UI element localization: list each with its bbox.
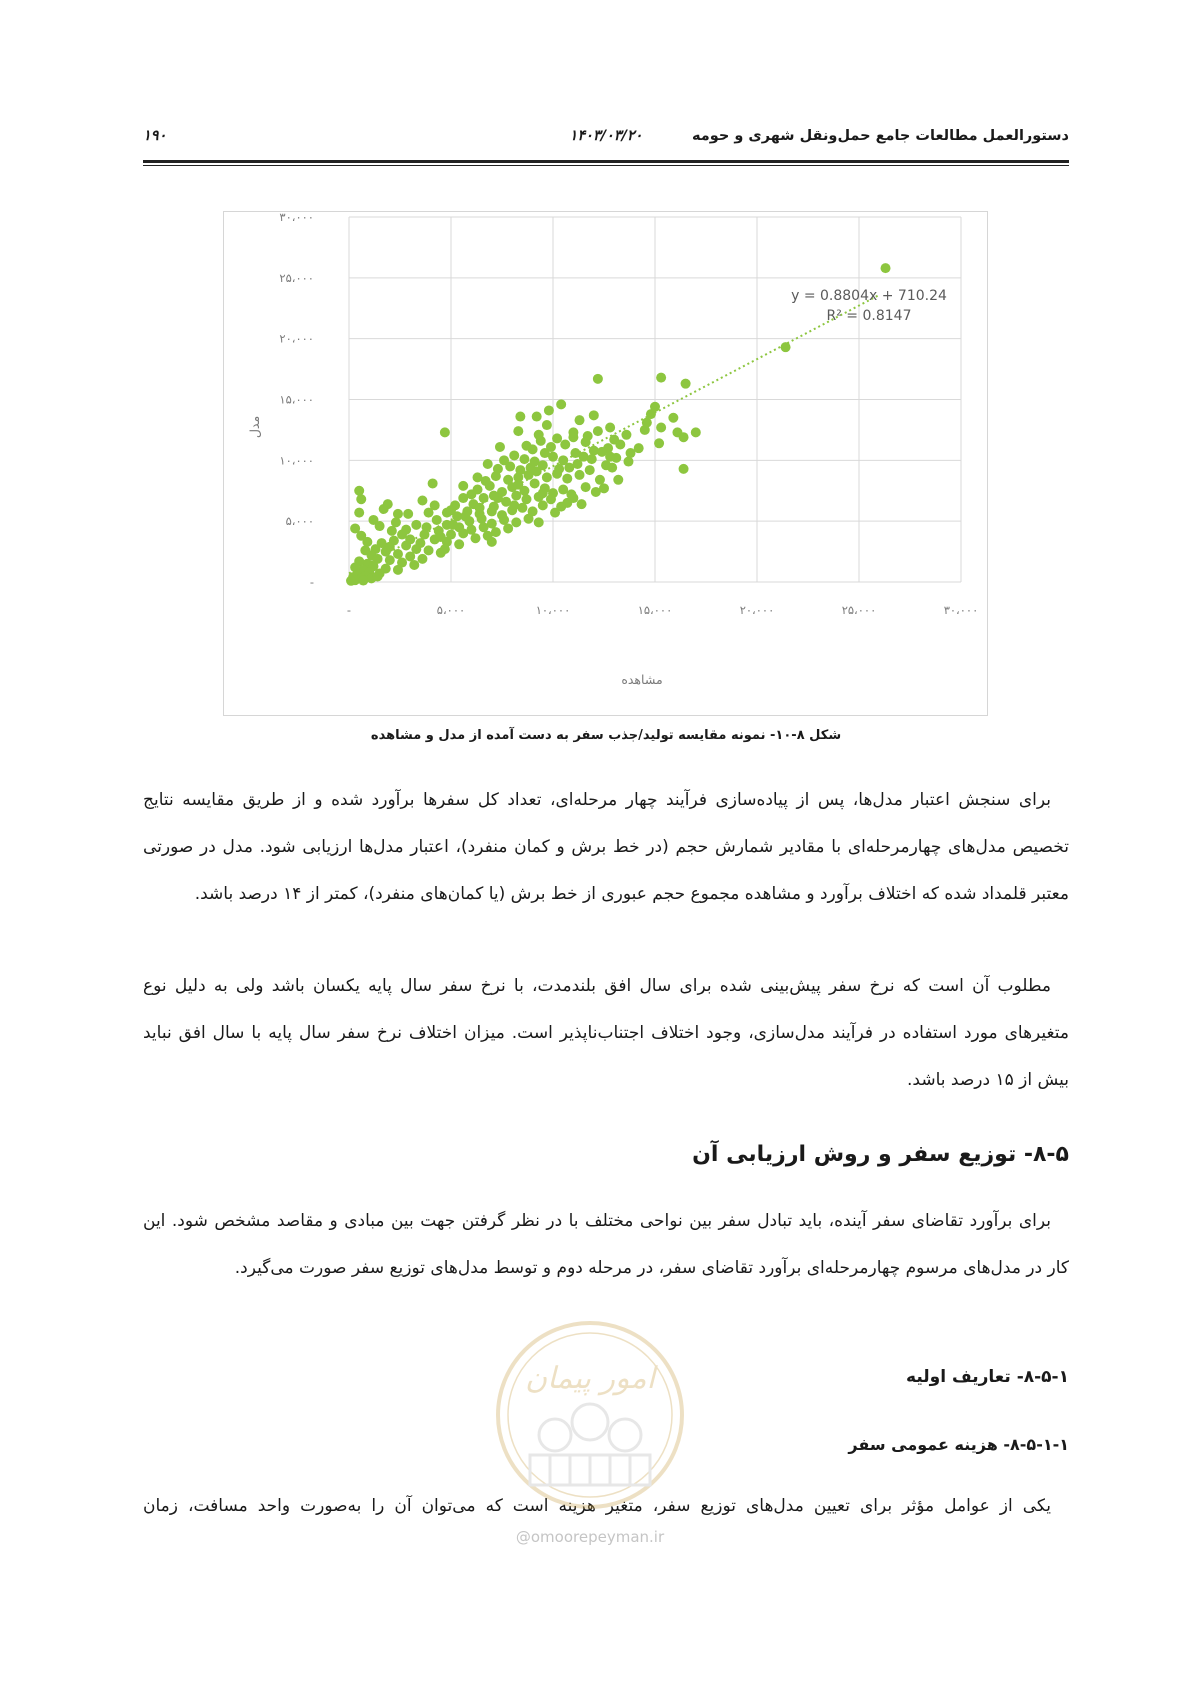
data-point: [881, 263, 891, 273]
data-point: [360, 545, 370, 555]
data-point: [409, 560, 419, 570]
data-point: [521, 494, 531, 504]
x-tick-label: ۲۰،۰۰۰: [739, 603, 775, 617]
data-point: [577, 499, 587, 509]
data-point: [558, 455, 568, 465]
page-header: [143, 128, 1069, 150]
data-point: [532, 412, 542, 422]
figure-caption: شکل ۸-۱۰- نمونه مقایسه تولید/جذب سفر به دست آمده از مدل و مشاهده: [370, 728, 842, 743]
data-point: [479, 522, 489, 532]
data-point: [477, 514, 487, 524]
paragraph-validation: برای سنجش اعتبار مدل‌ها، پس از پیاده‌سازی فرآیند چهار مرحله‌ای، تعداد کل سفرها برآورد شده و از طریق مقایسه نتایج تخصیص مدل‌های چهارمرحله‌ای با مقادیر شمارش حجم (در خط برش و کمان منفرد)، اعتبار مدل‌ها ارزیابی شود. مدل در صورتی معتبر قلمداد شده که اختلاف برآورد و مشاهده مجموع حجم عبوری از خط برش (یا کمان‌های منفرد)، کمتر از ۱۴ درصد باشد.: [143, 790, 1069, 904]
data-point: [534, 430, 544, 440]
data-point: [589, 410, 599, 420]
y-tick-label: -: [309, 575, 314, 589]
data-point: [405, 551, 415, 561]
data-point: [424, 508, 434, 518]
x-tick-label: ۱۵،۰۰۰: [637, 603, 673, 617]
x-axis-title: مشاهده: [621, 672, 663, 687]
y-tick-label: ۳۰،۰۰۰: [279, 212, 314, 224]
data-point: [499, 515, 509, 525]
data-point: [475, 503, 485, 513]
trendline-equation: y = 0.8804x + 710.24: [791, 288, 947, 304]
y-tick-label: ۵،۰۰۰: [285, 514, 314, 529]
data-point: [605, 452, 615, 462]
x-tick-label: ۳۰،۰۰۰: [943, 603, 979, 617]
section-heading: ۸-۵- توزیع سفر و روش ارزیابی آن: [692, 1142, 1069, 1167]
data-point: [534, 517, 544, 527]
chart-svg: [224, 212, 987, 715]
data-point: [375, 521, 385, 531]
data-point: [356, 494, 366, 504]
data-point: [560, 440, 570, 450]
data-point: [385, 555, 395, 565]
data-point: [570, 448, 580, 458]
data-point: [381, 547, 391, 557]
data-point: [581, 482, 591, 492]
data-point: [615, 440, 625, 450]
data-point: [781, 342, 791, 352]
data-point: [679, 464, 689, 474]
data-point: [411, 520, 421, 530]
data-point: [654, 438, 664, 448]
data-point: [530, 457, 540, 467]
data-point: [470, 533, 480, 543]
data-point: [552, 433, 562, 443]
data-point: [401, 525, 411, 535]
data-point: [587, 454, 597, 464]
data-point: [626, 448, 636, 458]
data-point: [691, 427, 701, 437]
data-point: [358, 576, 368, 586]
data-point: [556, 399, 566, 409]
data-point: [417, 554, 427, 564]
data-point: [489, 491, 499, 501]
paragraph-trip-rate: مطلوب آن است که نرخ سفر پیش‌بینی شده برای سال افق بلندمدت، با نرخ سفر سال پایه یکسان باشد ولی به دلیل نوع متغیرهای مورد استفاده در فرآیند مدل‌سازی، وجود اختلاف اجتناب‌ناپذیر است. میزان اختلاف نرخ سفر سال پایه با سال افق نباید بیش از ۱۵ درصد باشد.: [143, 976, 1069, 1090]
data-point: [515, 412, 525, 422]
subsection-heading: ۸-۵-۱- تعاریف اولیه: [906, 1367, 1069, 1387]
data-point: [562, 474, 572, 484]
data-point: [511, 517, 521, 527]
data-point: [542, 472, 552, 482]
data-point: [575, 415, 585, 425]
header-rule: [143, 160, 1069, 163]
data-point: [544, 405, 554, 415]
data-point: [605, 422, 615, 432]
data-point: [432, 515, 442, 525]
data-point: [581, 437, 591, 447]
data-point: [513, 426, 523, 436]
data-point: [642, 418, 652, 428]
data-point: [554, 464, 564, 474]
data-point: [354, 486, 364, 496]
data-point: [448, 520, 458, 530]
data-point: [428, 478, 438, 488]
data-point: [401, 541, 411, 551]
data-point: [346, 576, 356, 586]
data-point: [458, 528, 468, 538]
data-point: [566, 489, 576, 499]
data-point: [458, 481, 468, 491]
header-rule-thin: [143, 165, 1069, 166]
data-point: [491, 471, 501, 481]
watermark-url: @omoorepeyman.ir: [515, 1528, 665, 1546]
scatter-chart: [223, 211, 988, 716]
data-point: [556, 502, 566, 512]
data-point: [373, 572, 383, 582]
x-tick-label: -: [346, 603, 352, 617]
data-point: [668, 413, 678, 423]
data-point: [446, 505, 456, 515]
data-point: [487, 537, 497, 547]
data-point: [546, 494, 556, 504]
watermark-seal-logo: [490, 1310, 690, 1520]
seal-text: امور پیمان: [525, 1361, 655, 1396]
data-point: [509, 450, 519, 460]
trendline-r2: R² = 0.8147: [826, 308, 912, 324]
data-point: [503, 523, 513, 533]
data-point: [524, 514, 534, 524]
document-title: دستورالعمل مطالعات جامع حمل‌ونقل شهری و حومه: [692, 128, 1069, 144]
data-point: [483, 459, 493, 469]
document-date: ۱۴۰۳/۰۳/۲۰: [569, 128, 643, 144]
data-point: [681, 379, 691, 389]
y-tick-label: ۱۰،۰۰۰: [279, 453, 314, 468]
data-point: [593, 374, 603, 384]
data-point: [417, 495, 427, 505]
data-point: [679, 432, 689, 442]
data-point: [656, 373, 666, 383]
data-point: [613, 475, 623, 485]
data-point: [621, 430, 631, 440]
data-point: [454, 539, 464, 549]
data-point: [383, 499, 393, 509]
data-point: [393, 565, 403, 575]
data-point: [530, 478, 540, 488]
data-point: [485, 481, 495, 491]
data-point: [519, 454, 529, 464]
x-tick-label: ۲۵،۰۰۰: [841, 603, 877, 617]
data-point: [387, 526, 397, 536]
data-point: [542, 420, 552, 430]
y-tick-label: ۲۵،۰۰۰: [279, 270, 314, 285]
data-point: [354, 508, 364, 518]
data-point: [593, 426, 603, 436]
data-point: [436, 532, 446, 542]
data-point: [521, 441, 531, 451]
data-point: [575, 470, 585, 480]
data-point: [656, 422, 666, 432]
data-point: [546, 442, 556, 452]
data-point: [607, 463, 617, 473]
data-point: [623, 457, 633, 467]
data-point: [538, 500, 548, 510]
data-point: [393, 509, 403, 519]
page-number: ۱۹۰: [143, 128, 167, 144]
data-point: [460, 511, 470, 521]
data-point: [646, 409, 656, 419]
data-point: [362, 537, 372, 547]
data-point: [505, 461, 515, 471]
data-point: [393, 549, 403, 559]
data-point: [538, 488, 548, 498]
data-point: [595, 475, 605, 485]
data-point: [473, 472, 483, 482]
x-tick-label: ۵،۰۰۰: [436, 603, 466, 617]
data-point: [513, 480, 523, 490]
y-axis-title: مدل: [247, 415, 262, 439]
x-tick-label: ۱۰،۰۰۰: [535, 603, 571, 617]
paragraph-general-cost: یکی از عوامل مؤثر برای تعیین مدل‌های توزیع سفر، متغیر هزینه است که می‌توان آن را به‌صورت واحد مسافت، زمان: [143, 1496, 1051, 1516]
data-point: [403, 509, 413, 519]
data-point: [440, 544, 450, 554]
subsubsection-heading: ۸-۵-۱-۱- هزینه عمومی سفر: [848, 1435, 1069, 1454]
data-point: [424, 545, 434, 555]
data-point: [509, 500, 519, 510]
data-point: [479, 493, 489, 503]
data-point: [419, 530, 429, 540]
y-tick-label: ۲۰،۰۰۰: [279, 331, 314, 346]
data-point: [391, 517, 401, 527]
data-point: [440, 427, 450, 437]
data-point: [495, 442, 505, 452]
data-point: [568, 427, 578, 437]
data-point: [511, 491, 521, 501]
y-tick-label: ۱۵،۰۰۰: [279, 392, 314, 407]
paragraph-trip-distribution: برای برآورد تقاضای سفر آینده، باید تبادل سفر بین نواحی مختلف با در نظر گرفتن جهت بین مبادی و مقاصد مشخص شود. این کار در مدل‌های مرسوم چهارمرحله‌ای برآورد تقاضای سفر، در مرحله دوم و توسط مدل‌های توزیع سفر صورت می‌گیرد.: [143, 1211, 1069, 1278]
data-point: [466, 489, 476, 499]
data-point: [487, 506, 497, 516]
data-point: [585, 465, 595, 475]
data-point: [599, 483, 609, 493]
